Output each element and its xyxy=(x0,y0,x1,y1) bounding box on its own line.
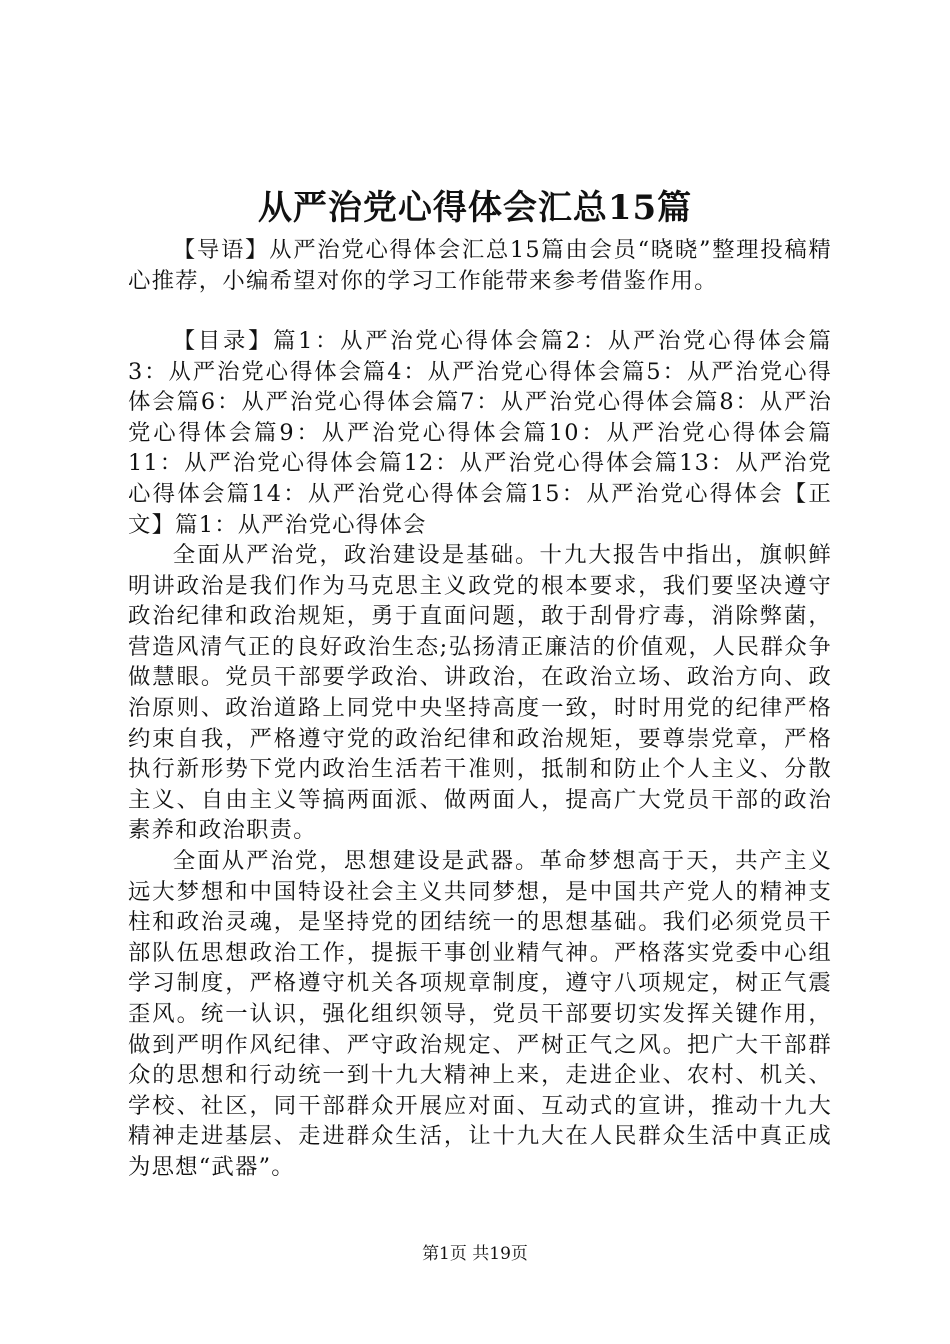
document-title: 从严治党心得体会汇总15篇 xyxy=(257,188,693,228)
intro-block xyxy=(128,235,832,296)
intro-paragraph: 【导语】从严治党心得体会汇总15篇由会员“晓晓”整理投稿精心推荐，小编希望对你的学习工作能带来参考借鉴作用。 xyxy=(128,237,832,294)
body-section-2 xyxy=(128,846,832,1183)
body-paragraph: 全面从严治党，政治建设是基础。十九大报告中指出，旗帜鲜明讲政治是我们作为马克思主义政党的根本要求，我们要坚决遵守政治纪律和政治规矩，勇于直面问题，敢于刮骨疗毒，消除弊菌，营造风清气正的良好政治生态;弘扬清正廉洁的价值观，人民群众争做慧眼。党员干部要学政治、讲政治，在政治立场、政治方向、政治原则、政治道路上同党中央坚持高度一致，时时用党的纪律严格约束自我，严格遵守党的政治纪律和政治规矩，要尊崇党章，严格执行新形势下党内政治生活若干准则，抵制和防止个人主义、分散主义、自由主义等搞两面派、做两面人，提高广大党员干部的政治素养和政治职责。 xyxy=(128,542,832,844)
toc-block xyxy=(128,326,832,540)
body-section-1 xyxy=(128,540,832,846)
body-paragraph: 全面从严治党，思想建设是武器。革命梦想高于天，共产主义远大梦想和中国特设社会主义共同梦想，是中国共产党人的精神支柱和政治灵魂，是坚持党的团结统一的思想基础。我们必须党员干部队伍思想政治工作，提振干事创业精气神。严格落实党委中心组学习制度，严格遵守机关各项规章制度，遵守八项规定，树正气震歪风。统一认识，强化组织领导，党员干部要切实发挥关键作用，做到严明作风纪律、严守政治规定、严树正气之风。把广大干部群众的思想和行动统一到十九大精神上来，走进企业、农村、机关、学校、社区，同干部群众开展应对面、互动式的宣讲，推动十九大精神走进基层、走进群众生活，让十九大在人民群众生活中真正成为思想“武器”。 xyxy=(128,848,832,1180)
toc-paragraph: 【目录】篇1：从严治党心得体会篇2：从严治党心得体会篇3：从严治党心得体会篇4：从严治党心得体会篇5：从严治党心得体会篇6：从严治党心得体会篇7：从严治党心得体会篇8：从严治党心得体会篇9：从严治党心得体会篇10：从严治党心得体会篇11：从严治党心得体会篇12：从严治党心得体会篇13：从严治党心得体会篇14：从严治党心得体会篇15：从严治党心得体会【正文】篇1：从严治党心得体会 xyxy=(128,328,832,538)
page-footer: 第1页 共19页 xyxy=(422,1244,528,1264)
